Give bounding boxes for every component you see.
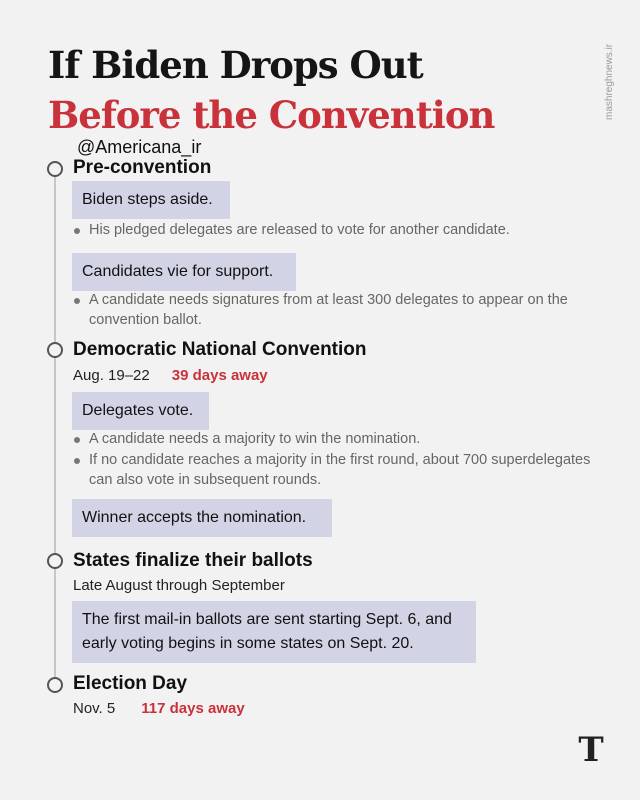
step-box-winner-accepts: Winner accepts the nomination. xyxy=(72,499,332,537)
timeline-dot-pre xyxy=(47,161,63,177)
election-days-away: 117 days away xyxy=(141,700,245,717)
election-date-line xyxy=(73,700,245,717)
bullet-signatures: A candidate needs signatures from at least 300 delegates to appear on the convention ballot. xyxy=(72,290,592,330)
page-title xyxy=(48,40,494,140)
title-line-2: Before the Convention xyxy=(48,93,495,137)
dnc-days-away: 39 days away xyxy=(171,367,268,384)
timeline-dot-dnc xyxy=(47,342,63,358)
step-box-candidates-vie: Candidates vie for support. xyxy=(72,253,296,291)
states-date: Late August through September xyxy=(73,577,285,594)
dnc-date-line xyxy=(73,367,268,384)
step-box-biden-steps-aside: Biden steps aside. xyxy=(72,181,230,219)
title-line-1: If Biden Drops Out xyxy=(48,43,423,87)
section-title-dnc: Democratic National Convention xyxy=(73,339,367,360)
timeline-dot-states xyxy=(47,553,63,569)
watermark-text: mashreghnews.ir xyxy=(604,43,615,120)
election-date: Nov. 5 xyxy=(73,700,116,717)
bullet-superdelegates: If no candidate reaches a majority in the first round, about 700 superdelegates can also vote in subsequent rounds. xyxy=(72,450,592,490)
bullet-majority: A candidate needs a majority to win the nomination. xyxy=(72,429,592,449)
step-box-delegates-vote: Delegates vote. xyxy=(72,392,209,430)
timeline-line xyxy=(54,170,56,685)
bullet-pledged-delegates: His pledged delegates are released to vote for another candidate. xyxy=(72,220,592,240)
section-title-election: Election Day xyxy=(73,673,188,694)
handle-text: @Americana_ir xyxy=(77,137,202,157)
timeline-dot-election xyxy=(47,677,63,693)
nyt-logo-icon: T xyxy=(578,730,604,770)
step-box-mail-in-ballots: The first mail-in ballots are sent starting Sept. 6, and early voting begins in some states on Sept. 20. xyxy=(72,601,476,663)
section-title-states: States finalize their ballots xyxy=(73,550,313,571)
dnc-date: Aug. 19–22 xyxy=(73,367,150,384)
section-title-pre: Pre-convention xyxy=(73,157,212,178)
